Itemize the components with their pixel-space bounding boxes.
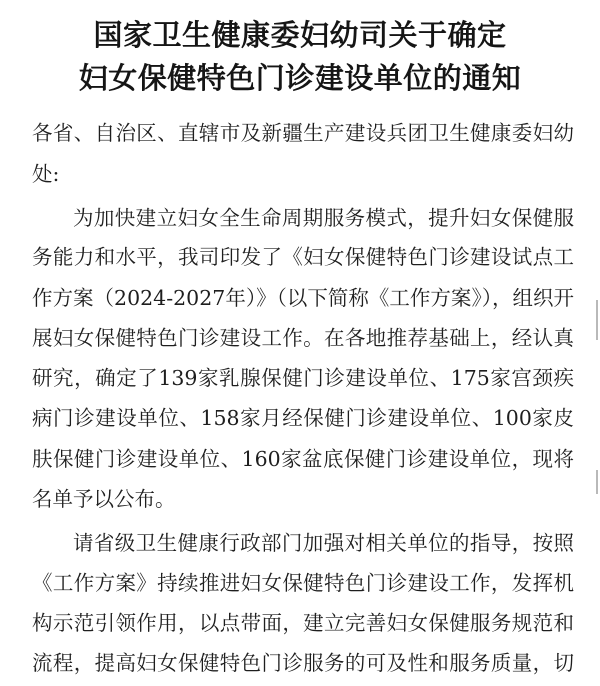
paragraph-2-line-4: 流程，提高妇女保健特色门诊服务的可及性和服务质量，切 — [32, 651, 574, 675]
document-title-line-1: 国家卫生健康委妇幼司关于确定 — [93, 18, 507, 52]
paragraph-2-line-1: 请省级卫生健康行政部门加强对相关单位的指导，按照 — [73, 531, 574, 555]
scan-edge-mark — [596, 300, 598, 340]
paragraph-1-line-8: 名单予以公布。 — [32, 487, 176, 511]
paragraph-2-line-2: 《工作方案》持续推进妇女保健特色门诊建设工作，发挥机 — [32, 571, 574, 595]
paragraph-2-line-3: 构示范引领作用，以点带面，建立完善妇女保健服务规范和 — [32, 611, 574, 635]
addressee-line-2: 处: — [32, 162, 60, 186]
paragraph-1-line-6: 病门诊建设单位、158家月经保健门诊建设单位、100家皮 — [32, 406, 574, 430]
paragraph-1-line-5: 研究，确定了139家乳腺保健门诊建设单位、175家宫颈疾 — [32, 366, 574, 390]
paragraph-1-line-4: 展妇女保健特色门诊建设工作。在各地推荐基础上，经认真 — [32, 326, 574, 350]
paragraph-1-line-3: 作方案（2024-2027年）》（以下简称《工作方案》），组织开 — [32, 286, 574, 310]
addressee-line-1: 各省、自治区、直辖市及新疆生产建设兵团卫生健康委妇幼 — [32, 121, 574, 145]
paragraph-1-line-7: 肤保健门诊建设单位、160家盆底保健门诊建设单位，现将 — [32, 447, 574, 471]
document-title-line-2: 妇女保健特色门诊建设单位的通知 — [78, 61, 522, 95]
paragraph-1-line-2: 务能力和水平，我司印发了《妇女保健特色门诊建设试点工 — [32, 245, 574, 269]
scan-edge-mark — [596, 470, 598, 494]
paragraph-1-line-1: 为加快建立妇女全生命周期服务模式，提升妇女保健服 — [73, 206, 574, 230]
